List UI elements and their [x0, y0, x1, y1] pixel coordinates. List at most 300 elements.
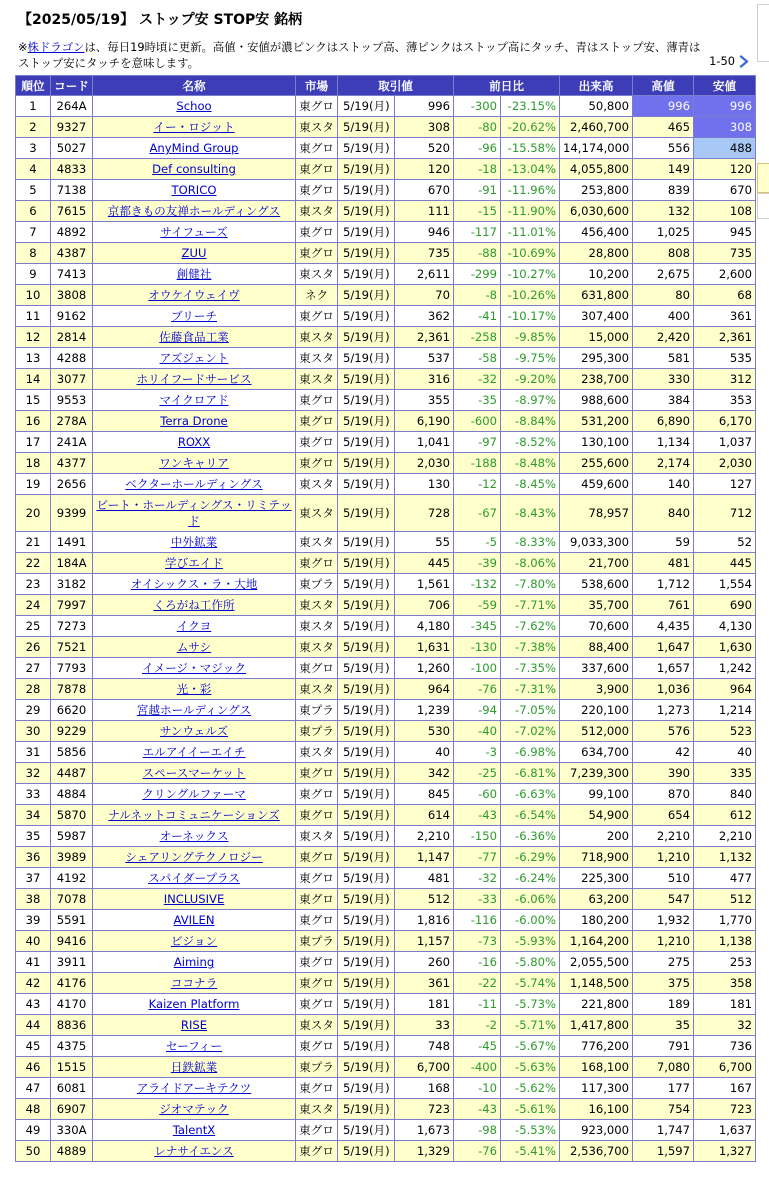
high-cell: 42	[633, 742, 694, 763]
chevron-right-icon[interactable]	[738, 55, 750, 68]
rank-cell: 31	[16, 742, 51, 763]
change-cell: -91	[454, 180, 501, 201]
stock-name-link[interactable]: アズジェント	[159, 351, 229, 365]
code-cell: 9162	[51, 306, 93, 327]
name-cell	[93, 474, 296, 495]
stock-name-link[interactable]: オーネックス	[159, 829, 229, 843]
date-cell: 5/19(月)	[338, 910, 395, 931]
price-cell: 120	[395, 159, 454, 180]
table-row	[16, 616, 756, 637]
stock-name-link[interactable]: 京都きもの友禅ホールディングス	[107, 204, 281, 218]
name-cell	[93, 910, 296, 931]
change-cell: -132	[454, 574, 501, 595]
change-cell: -35	[454, 390, 501, 411]
table-row	[16, 1015, 756, 1036]
stock-name-link[interactable]: AnyMind Group	[149, 141, 239, 155]
stock-name-link[interactable]: くろがね工作所	[153, 598, 235, 612]
code-cell: 4833	[51, 159, 93, 180]
name-cell	[93, 1057, 296, 1078]
stock-name-link[interactable]: ベクターホールディングス	[125, 477, 263, 491]
high-cell: 177	[633, 1078, 694, 1099]
high-cell: 7,080	[633, 1057, 694, 1078]
high-cell: 132	[633, 201, 694, 222]
stock-name-link[interactable]: スパイダープラス	[148, 871, 240, 885]
rank-cell: 15	[16, 390, 51, 411]
volume-cell: 63,200	[560, 889, 633, 910]
price-cell: 614	[395, 805, 454, 826]
rank-cell: 27	[16, 658, 51, 679]
change-pct-cell: -10.17%	[501, 306, 560, 327]
date-cell: 5/19(月)	[338, 868, 395, 889]
high-cell: 808	[633, 243, 694, 264]
volume-cell: 35,700	[560, 595, 633, 616]
price-cell: 130	[395, 474, 454, 495]
date-cell: 5/19(月)	[338, 1099, 395, 1120]
high-cell: 1,036	[633, 679, 694, 700]
volume-cell: 295,300	[560, 348, 633, 369]
high-cell: 2,420	[633, 327, 694, 348]
price-cell: 6,190	[395, 411, 454, 432]
change-cell: -58	[454, 348, 501, 369]
pager-range: 1-50	[709, 54, 735, 68]
change-cell: -12	[454, 474, 501, 495]
price-cell: 70	[395, 285, 454, 306]
high-cell: 840	[633, 495, 694, 532]
stock-name-link[interactable]: TalentX	[172, 1123, 216, 1137]
stock-name-link[interactable]: ビート・ホールディングス・リミテッド	[96, 498, 292, 528]
note-text: は、毎日19時頃に更新。高値・安値が濃ピンクはストップ高、薄ピンクはストップ高にタッチ、青はストップ安、薄青はストップ安にタッチを意味します。	[18, 40, 701, 70]
code-cell: 6907	[51, 1099, 93, 1120]
rank-cell: 33	[16, 784, 51, 805]
change-pct-cell: -9.75%	[501, 348, 560, 369]
pager	[709, 54, 750, 68]
change-pct-cell: -5.80%	[501, 952, 560, 973]
name-cell	[93, 327, 296, 348]
volume-cell: 2,536,700	[560, 1141, 633, 1162]
volume-cell: 6,030,600	[560, 201, 633, 222]
low-cell: 167	[694, 1078, 756, 1099]
code-cell: 264A	[51, 96, 93, 117]
high-cell: 1,273	[633, 700, 694, 721]
date-cell: 5/19(月)	[338, 994, 395, 1015]
code-cell: 7138	[51, 180, 93, 201]
name-cell	[93, 285, 296, 306]
price-cell: 996	[395, 96, 454, 117]
volume-cell: 459,600	[560, 474, 633, 495]
change-cell: -88	[454, 243, 501, 264]
volume-cell: 225,300	[560, 868, 633, 889]
stock-name-link[interactable]: INCLUSIVE	[163, 892, 225, 906]
stock-name-link[interactable]: ブリーチ	[171, 309, 217, 323]
market-cell: 東スタ	[296, 595, 338, 616]
change-pct-cell: -7.05%	[501, 700, 560, 721]
stock-name-link[interactable]: オウケイウェイヴ	[148, 288, 240, 302]
low-cell: 1,132	[694, 847, 756, 868]
volume-cell: 512,000	[560, 721, 633, 742]
price-cell: 1,329	[395, 1141, 454, 1162]
volume-cell: 9,033,300	[560, 532, 633, 553]
low-cell: 1,327	[694, 1141, 756, 1162]
code-cell: 9229	[51, 721, 93, 742]
date-cell: 5/19(月)	[338, 1036, 395, 1057]
date-cell: 5/19(月)	[338, 222, 395, 243]
change-pct-cell: -6.98%	[501, 742, 560, 763]
stock-name-link[interactable]: ROXX	[177, 435, 211, 449]
table-row	[16, 117, 756, 138]
volume-cell: 4,055,800	[560, 159, 633, 180]
table-row	[16, 495, 756, 532]
rank-cell: 37	[16, 868, 51, 889]
code-cell: 4889	[51, 1141, 93, 1162]
volume-cell: 1,148,500	[560, 973, 633, 994]
stock-name-link[interactable]: スペースマーケット	[142, 766, 246, 780]
rank-cell: 45	[16, 1036, 51, 1057]
rank-cell: 1	[16, 96, 51, 117]
code-cell: 9327	[51, 117, 93, 138]
low-cell: 1,630	[694, 637, 756, 658]
low-cell: 670	[694, 180, 756, 201]
table-row	[16, 574, 756, 595]
stock-name-link[interactable]: オイシックス・ラ・大地	[130, 577, 258, 591]
high-cell: 481	[633, 553, 694, 574]
date-cell: 5/19(月)	[338, 243, 395, 264]
stock-name-link[interactable]: ホリイフードサービス	[136, 372, 252, 386]
low-cell: 335	[694, 763, 756, 784]
volume-cell: 16,100	[560, 1099, 633, 1120]
volume-cell: 988,600	[560, 390, 633, 411]
name-cell	[93, 994, 296, 1015]
date-cell: 5/19(月)	[338, 1120, 395, 1141]
code-cell: 4487	[51, 763, 93, 784]
stock-name-link[interactable]: RISE	[180, 1018, 208, 1032]
stock-name-link[interactable]: 学びエイド	[165, 556, 223, 570]
code-cell: 5027	[51, 138, 93, 159]
name-cell	[93, 595, 296, 616]
high-cell: 1,134	[633, 432, 694, 453]
volume-cell: 634,700	[560, 742, 633, 763]
stock-name-link[interactable]: マイクロアド	[159, 393, 229, 407]
change-cell: -100	[454, 658, 501, 679]
volume-cell: 7,239,300	[560, 763, 633, 784]
name-cell	[93, 1141, 296, 1162]
stock-name-link[interactable]: AVILEN	[173, 913, 215, 927]
change-pct-cell: -11.90%	[501, 201, 560, 222]
volume-cell: 130,100	[560, 432, 633, 453]
price-cell: 845	[395, 784, 454, 805]
date-cell: 5/19(月)	[338, 826, 395, 847]
price-cell: 181	[395, 994, 454, 1015]
rank-cell: 8	[16, 243, 51, 264]
name-cell	[93, 138, 296, 159]
low-cell: 612	[694, 805, 756, 826]
date-cell: 5/19(月)	[338, 96, 395, 117]
stock-name-link[interactable]: Aiming	[173, 955, 215, 969]
market-cell: 東グロ	[296, 1078, 338, 1099]
price-cell: 530	[395, 721, 454, 742]
market-cell: 東スタ	[296, 327, 338, 348]
code-cell: 4375	[51, 1036, 93, 1057]
high-cell: 59	[633, 532, 694, 553]
market-cell: 東グロ	[296, 159, 338, 180]
high-cell: 2,174	[633, 453, 694, 474]
change-pct-cell: -7.71%	[501, 595, 560, 616]
change-cell: -32	[454, 868, 501, 889]
name-cell	[93, 658, 296, 679]
stock-name-link[interactable]: イー・ロジット	[153, 120, 235, 134]
date-cell: 5/19(月)	[338, 532, 395, 553]
code-cell: 6081	[51, 1078, 93, 1099]
stock-name-link[interactable]: ナルネットコミュニケーションズ	[108, 808, 280, 822]
stock-name-link[interactable]: サンウェルズ	[159, 724, 229, 738]
table-row	[16, 553, 756, 574]
table-row	[16, 1036, 756, 1057]
stock-name-link[interactable]: ジオマテック	[159, 1102, 229, 1116]
market-cell: 東グロ	[296, 847, 338, 868]
volume-cell: 21,700	[560, 553, 633, 574]
date-cell: 5/19(月)	[338, 285, 395, 306]
code-cell: 9399	[51, 495, 93, 532]
stock-name-link[interactable]: TORICO	[171, 183, 217, 197]
date-cell: 5/19(月)	[338, 264, 395, 285]
market-cell: 東スタ	[296, 348, 338, 369]
volume-cell: 10,200	[560, 264, 633, 285]
date-cell: 5/19(月)	[338, 369, 395, 390]
name-cell	[93, 637, 296, 658]
name-cell	[93, 763, 296, 784]
stock-name-link[interactable]: ZUU	[181, 246, 207, 260]
high-cell: 400	[633, 306, 694, 327]
table-header	[16, 76, 756, 96]
stock-name-link[interactable]: 宮越ホールディングス	[136, 703, 252, 717]
change-pct-cell: -5.62%	[501, 1078, 560, 1099]
name-cell	[93, 574, 296, 595]
change-pct-cell: -6.54%	[501, 805, 560, 826]
rank-cell: 6	[16, 201, 51, 222]
low-cell: 712	[694, 495, 756, 532]
change-pct-cell: -8.45%	[501, 474, 560, 495]
stock-name-link[interactable]: シェアリングテクノロジー	[125, 850, 263, 864]
market-cell: 東グロ	[296, 1120, 338, 1141]
high-cell: 4,435	[633, 616, 694, 637]
col-code: コード	[51, 76, 93, 96]
stock-name-link[interactable]: Schoo	[176, 99, 212, 113]
volume-cell: 456,400	[560, 222, 633, 243]
price-cell: 670	[395, 180, 454, 201]
rank-cell: 12	[16, 327, 51, 348]
market-cell: 東グロ	[296, 306, 338, 327]
date-cell: 5/19(月)	[338, 931, 395, 952]
rank-cell: 14	[16, 369, 51, 390]
rank-cell: 17	[16, 432, 51, 453]
stock-name-link[interactable]: サイフューズ	[160, 225, 228, 239]
high-cell: 1,657	[633, 658, 694, 679]
stock-name-link[interactable]: 創健社	[176, 267, 212, 281]
name-cell	[93, 411, 296, 432]
table-row	[16, 637, 756, 658]
low-cell: 964	[694, 679, 756, 700]
table-row	[16, 180, 756, 201]
code-cell: 4288	[51, 348, 93, 369]
rank-cell: 5	[16, 180, 51, 201]
stock-name-link[interactable]: 中外鉱業	[170, 535, 218, 549]
change-cell: -67	[454, 495, 501, 532]
table-row	[16, 222, 756, 243]
name-cell	[93, 721, 296, 742]
code-cell: 4377	[51, 453, 93, 474]
stock-name-link[interactable]: 佐藤食品工業	[159, 330, 229, 344]
table-row	[16, 453, 756, 474]
rank-cell: 47	[16, 1078, 51, 1099]
date-cell: 5/19(月)	[338, 411, 395, 432]
high-cell: 996	[633, 96, 694, 117]
high-cell: 870	[633, 784, 694, 805]
name-cell	[93, 1036, 296, 1057]
rank-cell: 9	[16, 264, 51, 285]
change-cell: -43	[454, 805, 501, 826]
stock-name-link[interactable]: ビジョン	[170, 934, 218, 948]
market-cell: 東グロ	[296, 138, 338, 159]
stock-name-link[interactable]: Kaizen Platform	[148, 997, 240, 1011]
change-pct-cell: -8.52%	[501, 432, 560, 453]
change-pct-cell: -7.35%	[501, 658, 560, 679]
stock-name-link[interactable]: ココナラ	[170, 976, 218, 990]
date-cell: 5/19(月)	[338, 348, 395, 369]
code-cell: 7413	[51, 264, 93, 285]
market-cell: 東スタ	[296, 1099, 338, 1120]
low-cell: 353	[694, 390, 756, 411]
stock-name-link[interactable]: クリングルファーマ	[142, 787, 246, 801]
stock-name-link[interactable]: レナサイエンス	[154, 1144, 234, 1158]
rank-cell: 40	[16, 931, 51, 952]
market-cell: 東スタ	[296, 826, 338, 847]
name-cell	[93, 1099, 296, 1120]
high-cell: 581	[633, 348, 694, 369]
low-cell: 2,210	[694, 826, 756, 847]
date-cell: 5/19(月)	[338, 952, 395, 973]
rank-cell: 48	[16, 1099, 51, 1120]
high-cell: 2,210	[633, 826, 694, 847]
change-cell: -130	[454, 637, 501, 658]
price-cell: 2,030	[395, 453, 454, 474]
stock-name-link[interactable]: ムサシ	[176, 640, 212, 654]
table-row	[16, 1141, 756, 1162]
volume-cell: 718,900	[560, 847, 633, 868]
low-cell: 523	[694, 721, 756, 742]
name-cell	[93, 306, 296, 327]
stock-name-link[interactable]: Terra Drone	[160, 414, 228, 428]
market-cell: 東グロ	[296, 1141, 338, 1162]
code-cell: 184A	[51, 553, 93, 574]
table-row	[16, 868, 756, 889]
table-row	[16, 411, 756, 432]
rank-cell: 35	[16, 826, 51, 847]
volume-cell: 255,600	[560, 453, 633, 474]
rank-cell: 46	[16, 1057, 51, 1078]
low-cell: 535	[694, 348, 756, 369]
date-cell: 5/19(月)	[338, 805, 395, 826]
high-cell: 384	[633, 390, 694, 411]
price-cell: 362	[395, 306, 454, 327]
change-pct-cell: -5.61%	[501, 1099, 560, 1120]
name-cell	[93, 201, 296, 222]
col-market: 市場	[296, 76, 338, 96]
table-row	[16, 700, 756, 721]
rank-cell: 42	[16, 973, 51, 994]
change-cell: -25	[454, 763, 501, 784]
stock-name-link[interactable]: イクヨ	[176, 619, 212, 633]
market-cell: 東スタ	[296, 1015, 338, 1036]
volume-cell: 70,600	[560, 616, 633, 637]
price-cell: 481	[395, 868, 454, 889]
table-row	[16, 201, 756, 222]
code-cell: 2814	[51, 327, 93, 348]
rank-cell: 7	[16, 222, 51, 243]
stock-name-link[interactable]: イメージ・マジック	[142, 661, 246, 675]
code-cell: 8836	[51, 1015, 93, 1036]
change-cell: -188	[454, 453, 501, 474]
rank-cell: 49	[16, 1120, 51, 1141]
name-cell	[93, 159, 296, 180]
date-cell: 5/19(月)	[338, 700, 395, 721]
table-row	[16, 390, 756, 411]
stock-name-link[interactable]: エルアイイーエイチ	[142, 745, 246, 759]
high-cell: 576	[633, 721, 694, 742]
volume-cell: 54,900	[560, 805, 633, 826]
volume-cell: 2,055,500	[560, 952, 633, 973]
stock-name-link[interactable]: アライドアーキテクツ	[136, 1081, 252, 1095]
code-cell: 7878	[51, 679, 93, 700]
rank-cell: 26	[16, 637, 51, 658]
volume-cell: 631,800	[560, 285, 633, 306]
price-cell: 445	[395, 553, 454, 574]
change-pct-cell: -6.29%	[501, 847, 560, 868]
name-cell	[93, 1015, 296, 1036]
date-cell: 5/19(月)	[338, 138, 395, 159]
price-cell: 1,673	[395, 1120, 454, 1141]
note-prefix: ※	[18, 40, 28, 54]
code-cell: 9416	[51, 931, 93, 952]
volume-cell: 531,200	[560, 411, 633, 432]
stock-name-link[interactable]: 日鉄鉱業	[170, 1060, 218, 1074]
name-cell	[93, 532, 296, 553]
low-cell: 1,214	[694, 700, 756, 721]
name-cell	[93, 952, 296, 973]
stock-name-link[interactable]: セーフィー	[166, 1039, 222, 1053]
change-cell: -97	[454, 432, 501, 453]
market-cell: 東グロ	[296, 805, 338, 826]
volume-cell: 307,400	[560, 306, 633, 327]
market-cell: 東プラ	[296, 700, 338, 721]
volume-cell: 238,700	[560, 369, 633, 390]
high-cell: 1,025	[633, 222, 694, 243]
rank-cell: 18	[16, 453, 51, 474]
rank-cell: 3	[16, 138, 51, 159]
kabu-dragon-link[interactable]: 株ドラゴン	[27, 40, 85, 54]
market-cell: 東グロ	[296, 1036, 338, 1057]
change-pct-cell: -8.06%	[501, 553, 560, 574]
change-pct-cell: -7.62%	[501, 616, 560, 637]
code-cell: 5870	[51, 805, 93, 826]
price-cell: 260	[395, 952, 454, 973]
stock-name-link[interactable]: Def consulting	[152, 162, 236, 176]
high-cell: 547	[633, 889, 694, 910]
table-row	[16, 595, 756, 616]
stock-name-link[interactable]: 光・彩	[176, 682, 212, 696]
change-cell: -8	[454, 285, 501, 306]
volume-cell: 117,300	[560, 1078, 633, 1099]
change-pct-cell: -6.00%	[501, 910, 560, 931]
stock-name-link[interactable]: ワンキャリア	[159, 456, 229, 470]
